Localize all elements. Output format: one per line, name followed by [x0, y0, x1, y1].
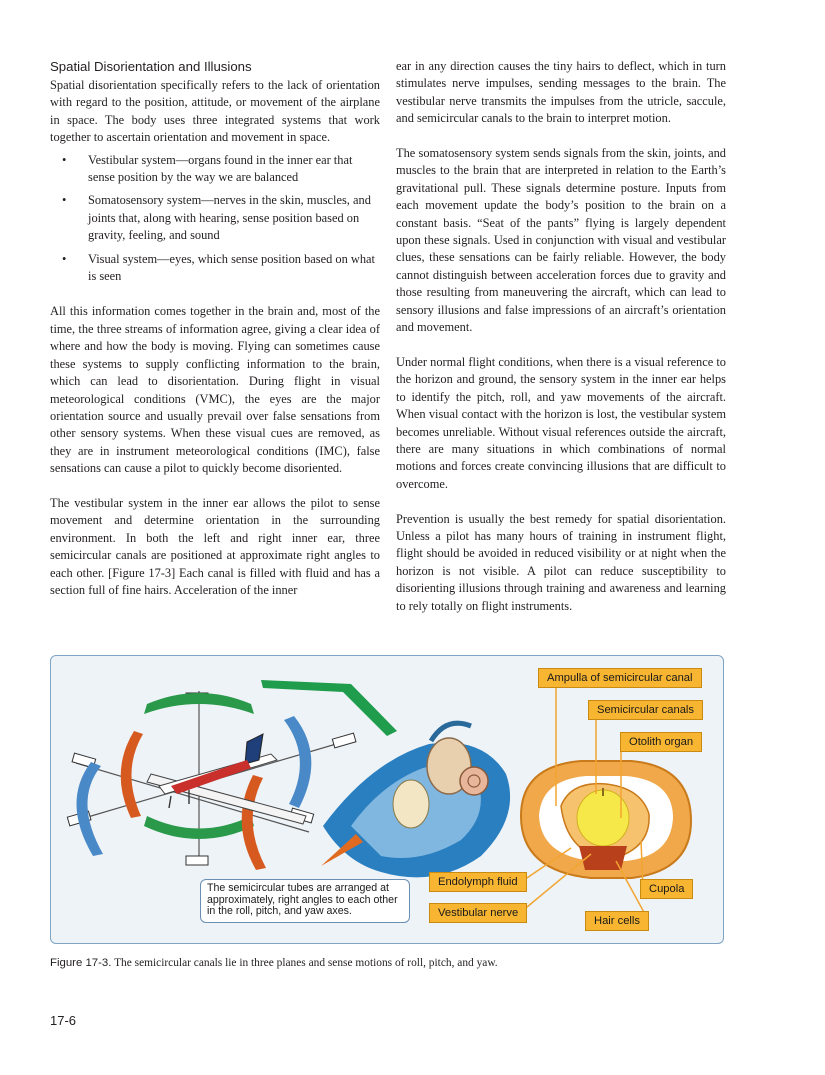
figure-17-3 [50, 655, 724, 944]
label-hair-cells: Hair cells [585, 911, 649, 931]
body-paragraph: Under normal flight conditions, when there is a visual reference to the horizon and ground, the sensory system in the inner ear helps to identify the pitch, roll, and yaw movements of the aircraft. When visual contact with the horizon is lost, the vestibular system becomes unreliable. Without visual references outside the aircraft, there are many situations in which combinations of normal motions and forces create convincing illusions that are difficult to overcome. [396, 354, 726, 491]
label-ampulla: Ampulla of semicircular canal [538, 668, 702, 688]
inner-ear [323, 723, 510, 877]
body-paragraph: All this information comes together in the brain and, most of the time, the three streams of information agree, giving a clear idea of where and how the body is moving. Flying can sometimes cause these systems to supply conflicting information to the brain, which can lead to disorientation. During flight in visual meteorological conditions (VMC), the eyes are the major orientation source and usually prevail over false sensations from other sensory systems. When these visual cues are removed, as they are in instrument meteorological conditions (IMC), false sensations can cause a pilot to quickly become disoriented. [50, 304, 380, 476]
sensory-systems-list [50, 152, 380, 286]
label-otolith-organ: Otolith organ [620, 732, 702, 752]
figure-caption [50, 957, 750, 969]
label-endolymph-fluid: Endolymph fluid [429, 872, 527, 892]
body-paragraph: Prevention is usually the best remedy for spatial disorientation. Unless a pilot has many hours of training in instrument flight, flight should be avoided in reduced visibility or at night when the horizon is not visible. A pilot can reduce susceptibility to disorienting illusions through training and awareness and learning to rely totally on flight instruments. [396, 511, 726, 613]
leader-green [261, 680, 397, 736]
list-item: • Somatosensory system—nerves in the skin, muscles, and joints that, along with hearing, sense position based on gravity, feeling, and sound [50, 192, 380, 244]
caption-text: The semicircular canals lie in three planes and sense motions of roll, pitch, and yaw. [114, 957, 498, 969]
page-number: 17-6 [50, 1013, 77, 1028]
section-title: Spatial Disorientation and Illusions [50, 59, 252, 74]
ampulla-detail [521, 761, 691, 878]
list-item: • Vestibular system—organs found in the inner ear that sense position by the way we are balanced [50, 152, 380, 187]
left-column [50, 58, 380, 617]
body-paragraph: The vestibular system in the inner ear allows the pilot to sense movement and determine orientation in the surrounding environment. In both the left and right inner ear, three semicircular canals are positioned at approximate right angles to each other. [Figure 17-3] Each canal is filled with fluid and has a section full of fine hairs. Acceleration of the inner [50, 495, 380, 597]
list-item: • Visual system—eyes, which sense position based on what is seen [50, 251, 380, 286]
body-paragraph: The somatosensory system sends signals from the skin, joints, and muscles to the brain that are interpreted in relation to the Earth’s gravitational pull. These signals determine posture. Inputs from each movement update the body’s position to the brain on a constant basis. “Seat of the pants” flying is largely dependent upon these signals. Used in conjunction with visual and vestibular clues, these sensations can be fairly reliable. However, the body cannot distinguish between acceleration forces due to gravity and those resulting from maneuvering the aircraft, which can lead to sensory illusions and false impressions of an aircraft’s orientation and movement. [396, 146, 726, 335]
intro-paragraph: Spatial disorientation specifically refers to the lack of orientation with regard to the position, attitude, or movement of the airplane in space. The body uses three integrated systems that work together to ascertain orientation and movement in space. [50, 78, 380, 145]
body-paragraph: ear in any direction causes the tiny hairs to deflect, which in turn stimulates nerve impulses, sending messages to the brain. The vestibular nerve transmits the impulses from the utricle, saccule, and semicircular canals to the brain to interpret motion. [396, 59, 726, 126]
figure-note: The semicircular tubes are arranged at approximately, right angles to each other in the roll, pitch, and yaw axes. [200, 879, 410, 923]
label-cupola: Cupola [640, 879, 693, 899]
figure-number: Figure 17-3. [50, 957, 112, 969]
label-semicircular-canals: Semicircular canals [588, 700, 703, 720]
label-vestibular-nerve: Vestibular nerve [429, 903, 527, 923]
airplane [147, 734, 306, 824]
right-column [396, 58, 726, 632]
